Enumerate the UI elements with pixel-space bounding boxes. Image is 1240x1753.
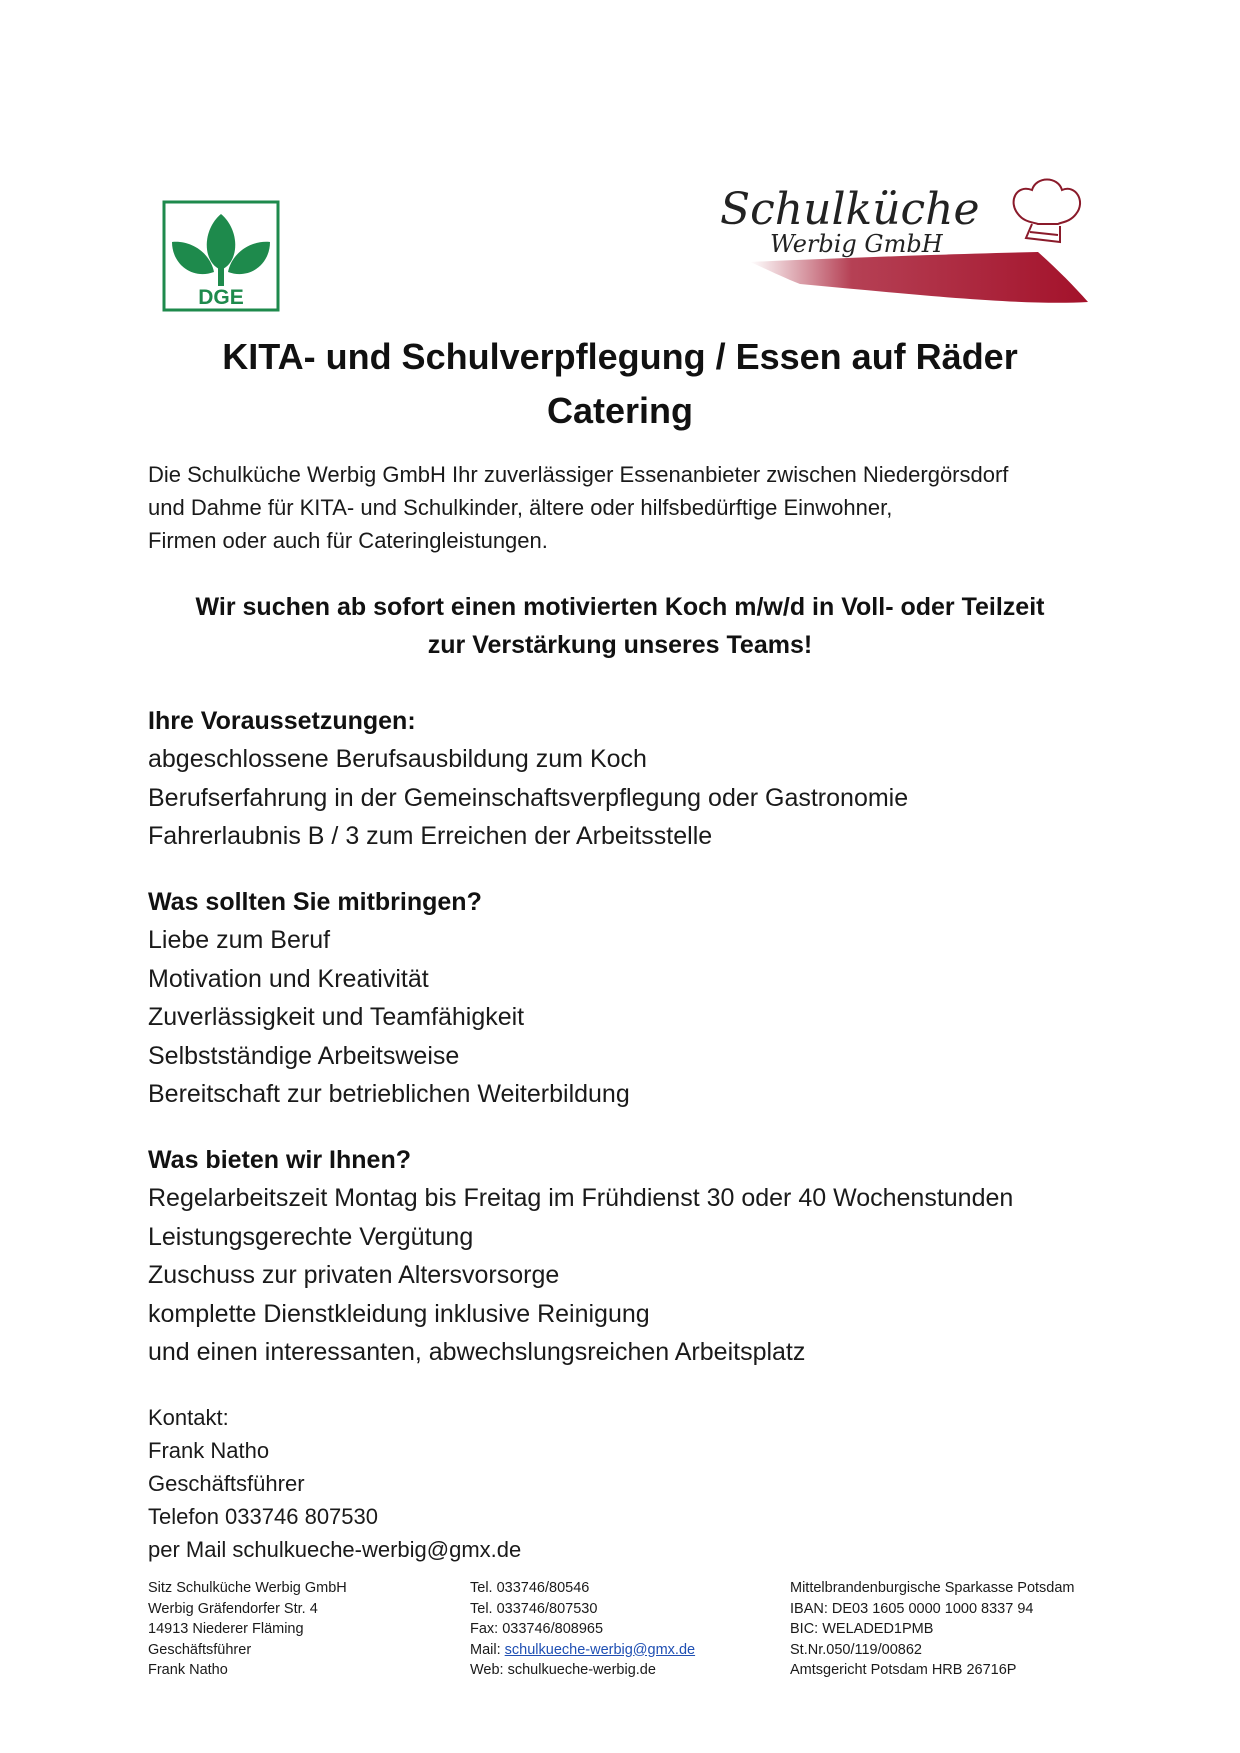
list-item: Leistungsgerechte Vergütung — [148, 1222, 474, 1251]
list-item: Fahrerlaubnis B / 3 zum Erreichen der Arbeitsstelle — [148, 822, 713, 851]
list-item: und einen interessanten, abwechslungsreichen Arbeitsplatz — [148, 1338, 806, 1367]
list-item: Berufserfahrung in der Gemeinschaftsverpflegung oder Gastronomie — [148, 783, 909, 812]
intro-line: Die Schulküche Werbig GmbH Ihr zuverlässiger Essenanbieter zwischen Niedergörsdorf — [148, 462, 1009, 487]
list-item: Liebe zum Beruf — [148, 926, 331, 954]
list-item: abgeschlossene Berufsausbildung zum Koch — [148, 745, 647, 773]
section-what-to-bring — [148, 883, 1148, 1114]
footer-line: BIC: WELADED1PMB — [790, 1621, 934, 1637]
section-what-we-offer — [148, 1141, 1148, 1372]
footer-fax: Fax: 033746/808965 — [470, 1621, 604, 1637]
logo-swoosh — [750, 252, 1088, 303]
footer-address — [148, 1578, 347, 1681]
footer-mail-label: Mail: — [470, 1641, 505, 1658]
list-item: Zuschuss zur privaten Altersvorsorge — [148, 1261, 560, 1290]
company-logo-line2: Werbig GmbH — [770, 230, 943, 258]
footer-mail — [470, 1640, 695, 1661]
footer-line: Werbig Gräfendorfer Str. 4 — [148, 1600, 318, 1617]
highlight-line: zur Verstärkung unseres Teams! — [427, 631, 813, 659]
contact-label: Kontakt: — [148, 1405, 229, 1430]
list-item: Regelarbeitszeit Montag bis Freitag im Frühdienst 30 oder 40 Wochenstunden — [148, 1184, 1014, 1212]
intro-line: Firmen oder auch für Cateringleistungen. — [148, 528, 548, 553]
footer-tel1: Tel. 033746/80546 — [470, 1580, 590, 1596]
intro-line: und Dahme für KITA- und Schulkinder, ältere oder hilfsbedürftige Einwohner, — [148, 495, 893, 520]
contact-name: Frank Natho — [148, 1438, 270, 1463]
footer-line: Mittelbrandenburgische Sparkasse Potsdam — [790, 1580, 1075, 1596]
footer-web: Web: schulkueche-werbig.de — [470, 1662, 656, 1678]
footer-line: Sitz Schulküche Werbig GmbH — [148, 1580, 347, 1596]
contact-phone: Telefon 033746 807530 — [148, 1504, 378, 1529]
section-heading: Was bieten wir Ihnen? — [148, 1146, 411, 1174]
list-item: Zuverlässigkeit und Teamfähigkeit — [148, 1003, 525, 1032]
footer-line: 14913 Niederer Fläming — [148, 1621, 304, 1637]
contact-role: Geschäftsführer — [148, 1471, 305, 1496]
job-highlight — [0, 588, 1240, 664]
footer-bank — [790, 1578, 1075, 1681]
company-logo-line1: Schulküche — [720, 184, 980, 235]
footer-tel2: Tel. 033746/807530 — [470, 1600, 598, 1617]
list-item: Selbstständige Arbeitsweise — [148, 1041, 460, 1070]
contact-mail: per Mail schulkueche-werbig@gmx.de — [148, 1537, 522, 1562]
dge-logo-text: DGE — [198, 286, 244, 309]
section-requirements — [148, 702, 1148, 856]
intro-paragraph — [148, 458, 1108, 557]
section-heading: Ihre Voraussetzungen: — [148, 707, 416, 735]
footer-line: St.Nr.050/119/00862 — [790, 1641, 922, 1658]
section-heading: Was sollten Sie mitbringen? — [148, 888, 482, 916]
list-item: komplette Dienstkleidung inklusive Reinigung — [148, 1299, 650, 1328]
chef-hat-icon — [1014, 180, 1080, 243]
page-title: KITA- und Schulverpflegung / Essen auf Räder — [222, 336, 1018, 377]
footer-mail-link[interactable]: schulkueche-werbig@gmx.de — [504, 1641, 696, 1658]
highlight-line: Wir suchen ab sofort einen motivierten Koch m/w/d in Voll- oder Teilzeit — [195, 593, 1045, 621]
footer-line: Amtsgericht Potsdam HRB 26716P — [790, 1662, 1017, 1678]
footer-contact — [470, 1578, 695, 1681]
contact-block — [148, 1401, 521, 1566]
page-subtitle: Catering — [546, 390, 694, 431]
company-logo — [720, 172, 1100, 314]
footer-line: Frank Natho — [148, 1662, 228, 1678]
footer-line: Geschäftsführer — [148, 1641, 252, 1658]
dge-logo — [162, 200, 280, 312]
footer-line: IBAN: DE03 1605 0000 1000 8337 94 — [790, 1600, 1034, 1617]
list-item: Bereitschaft zur betrieblichen Weiterbildung — [148, 1080, 630, 1109]
list-item: Motivation und Kreativität — [148, 964, 429, 993]
